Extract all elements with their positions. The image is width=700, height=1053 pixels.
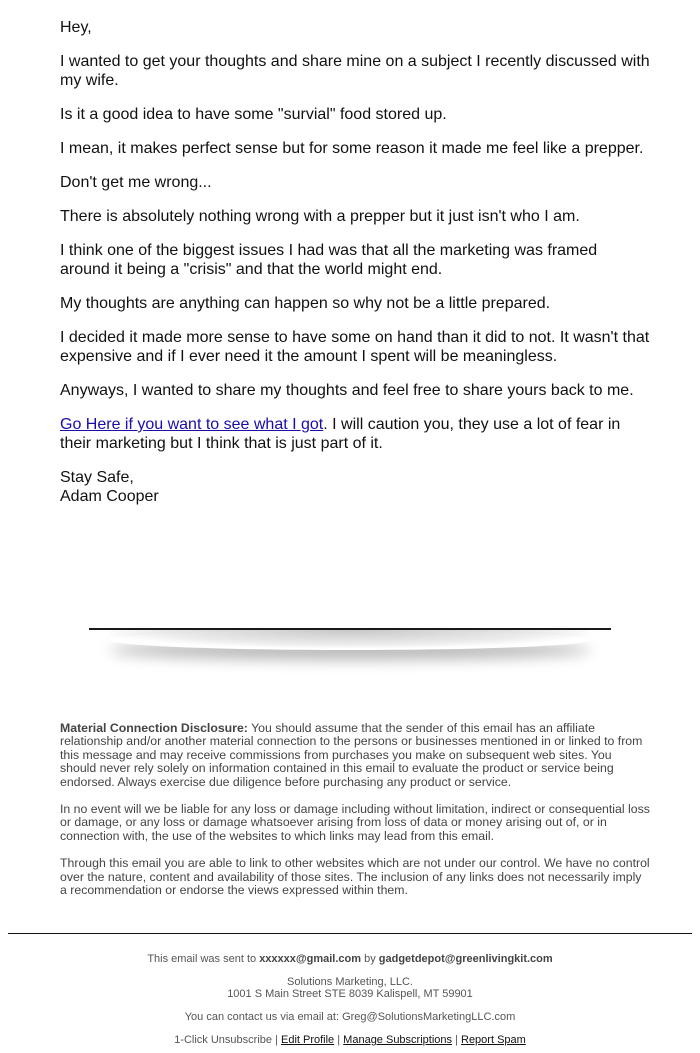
signoff-block [60,468,650,506]
company-name: Solutions Marketing, LLC. [287,976,413,988]
footer-links: 1-Click Unsubscribe | Edit Profile | Manage Subscriptions | Report Spam [174,1034,526,1046]
paragraph-7: My thoughts are anything can happen so why not be a little prepared. [60,295,551,312]
disclosure-paragraph-1: Material Connection Disclosure: You should assume that the sender of this email has an affiliate relationship and/or another material connection to the persons or businesses mentioned in or linked to from this message and may receive commissions from purchases you make on subsequent web sites. You should never rely solely on information contained in this email to evaluate the product or service being endorsed. Always exercise due diligence before purchasing any product or service. [60,721,643,789]
paragraph-6: I think one of the biggest issues I had was that all the marketing was framed around it being a "crisis" and that the world might end. [60,242,598,278]
shadow-divider-line [89,628,611,630]
paragraph-5: There is absolutely nothing wrong with a prepper but it just isn't who I am. [60,208,580,225]
paragraph-3: I mean, it makes perfect sense but for some reason it made me feel like a prepper. [60,140,644,157]
paragraph-1: I wanted to get your thoughts and share mine on a subject I recently discussed with my wife. [60,53,650,89]
sender-email: gadgetdepot@greenlivingkit.com [378,953,553,965]
sent-to-line: This email was sent to xxxxxx@gmail.com by gadgetdepot@greenlivingkit.com [147,953,553,965]
contact-line: You can contact us via email at: Greg@SolutionsMarketingLLC.com [184,1011,516,1023]
paragraph-4: Don't get me wrong... [60,174,212,191]
manage-subscriptions-link[interactable]: Manage Subscriptions [343,1034,453,1046]
greeting: Hey, [60,19,92,36]
disclosure-section [60,722,650,911]
disclosure-paragraph-3: Through this email you are able to link to other websites which are not under our control. We have no control over the nature, content and availability of those sites. The inclusion of any links does not necessarily imply a recommendation or endorse the views expressed within them. [60,856,650,898]
signature: Adam Cooper [60,488,159,505]
company-address: 1001 S Main Street STE 8039 Kalispell, MT 59901 [227,988,473,1000]
cta-paragraph [60,415,650,453]
paragraph-9: Anyways, I wanted to share my thoughts and feel free to share yours back to me. [60,382,634,399]
signoff: Stay Safe, [60,469,134,486]
disclosure-paragraph-2: In no event will we be liable for any loss or damage including without limitation, indirect or consequential loss or damage, or any loss or damage whatsoever arising from loss of data or money arising out of, or in connection with, the use of the websites to which links may lead from this email. [60,802,650,843]
cta-trailing-text: . I will caution you, they use a lot of fear in their marketing but I think that is just part of it. [60,416,621,452]
paragraph-8: I decided it made more sense to have some on hand than it did to not. It wasn't that expensive and if I ever need it the amount I spent will be meaningless. [60,329,650,365]
report-spam-link[interactable]: Report Spam [461,1034,526,1046]
recipient-email: xxxxxx@gmail.com [259,953,362,965]
disclosure-heading: Material Connection Disclosure: [60,721,248,735]
footer-divider [8,933,692,934]
cta-link[interactable]: Go Here if you want to see what I got [60,416,324,433]
edit-profile-link[interactable]: Edit Profile [280,1034,335,1046]
unsubscribe-link[interactable]: 1-Click Unsubscribe [174,1034,272,1046]
email-footer [0,953,700,1046]
email-body [60,18,650,521]
paragraph-2: Is it a good idea to have some "survial" food stored up. [60,106,447,123]
